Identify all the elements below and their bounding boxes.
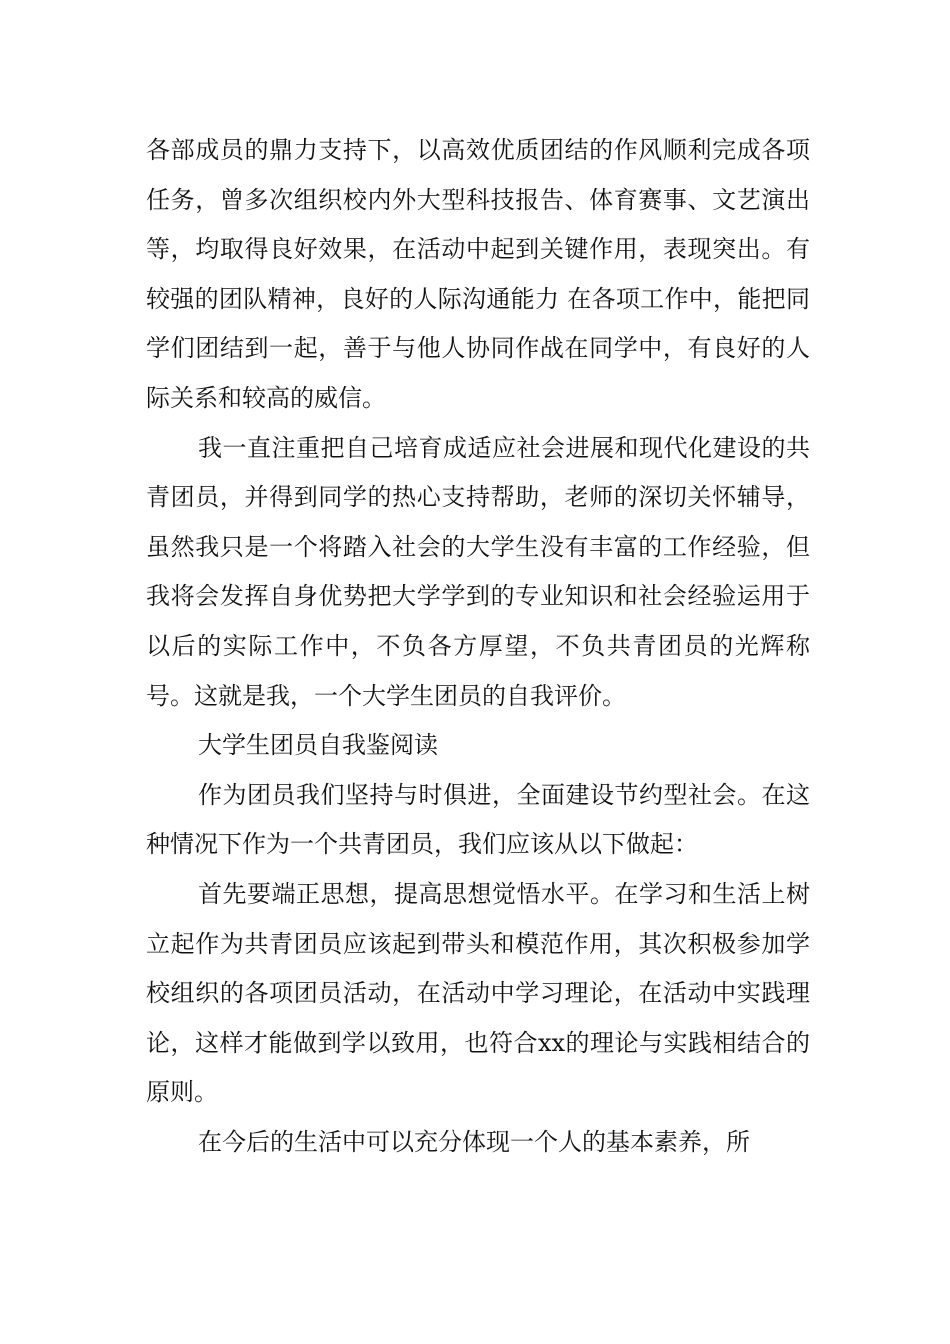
paragraph-future-life: 在今后的生活中可以充分体现一个人的基本素养，所	[198, 1127, 750, 1156]
paragraph-first-point: 首先要端正思想，提高思想觉悟水平。在学习和生活上树立起作为共青团员应该起到带头和模范作用，其次积极参加学校组织的各项团员活动，在活动中学习理论，在活动中实践理论，这样才能做到学以致用，也符合xx的理论与实践相结合的原则。	[146, 879, 810, 1107]
section-heading: 大学生团员自我鉴阅读	[198, 731, 438, 760]
paragraph-self-development: 我一直注重把自己培育成适应社会进展和现代化建设的共青团员，并得到同学的热心支持帮助，老师的深切关怀辅导，虽然我只是一个将踏入社会的大学生没有丰富的工作经验，但我将会发挥自身优势把大学学到的专业知识和社会经验运用于以后的实际工作中，不负各方厚望，不负共青团员的光辉称号。这就是我，一个大学生团员的自我评价。	[146, 433, 810, 710]
paragraph-intro: 作为团员我们坚持与时俱进，全面建设节约型社会。在这种情况下作为一个共青团员，我们应该从以下做起：	[146, 780, 810, 859]
document-body	[146, 126, 810, 1167]
paragraph-continuation: 各部成员的鼎力支持下，以高效优质团结的作风顺利完成各项任务，曾多次组织校内外大型科技报告、体育赛事、文艺演出等，均取得良好效果，在活动中起到关键作用，表现突出。有较强的团队精神，良好的人际沟通能力 在各项工作中，能把同学们团结到一起，善于与他人协同作战在同学中，有良好的人际关系和较高的威信。	[146, 136, 810, 412]
